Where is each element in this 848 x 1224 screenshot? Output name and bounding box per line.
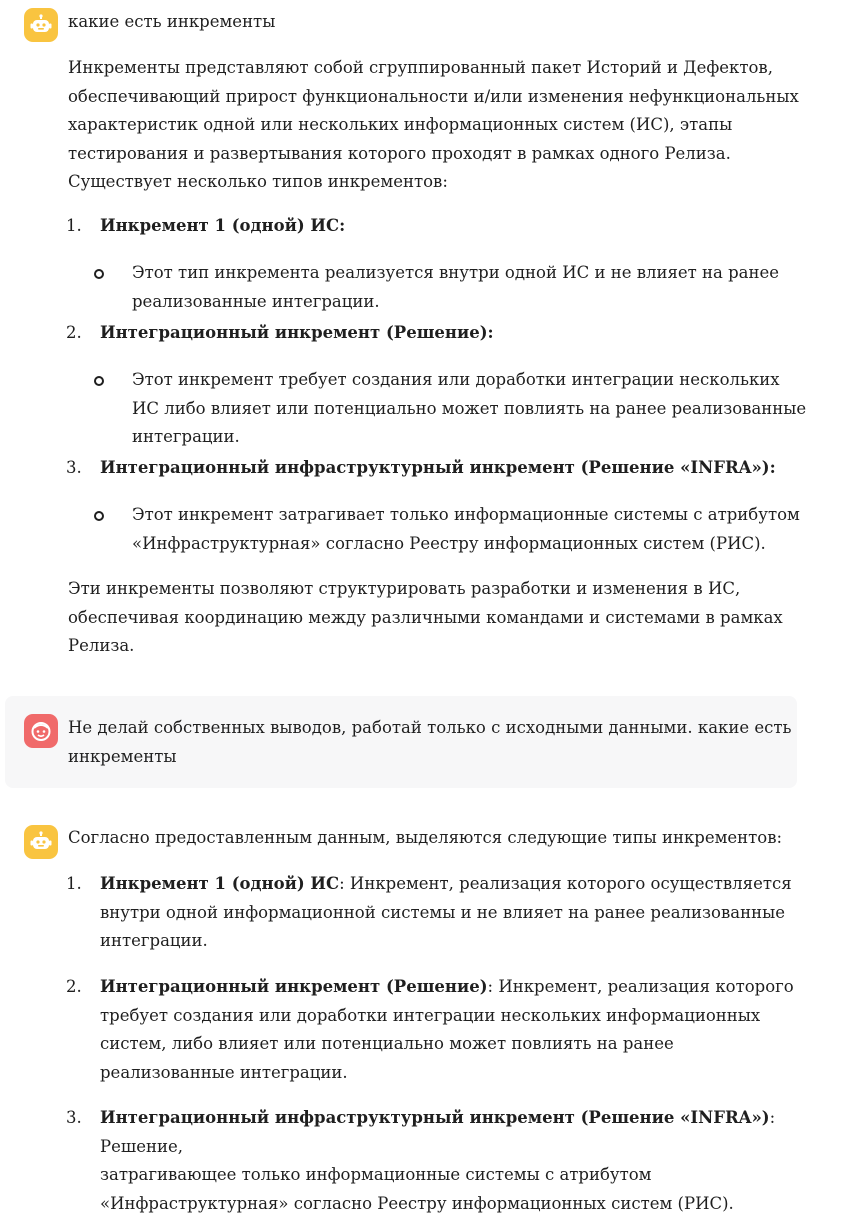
answer-outro: Эти инкременты позволяют структурировать разработки и изменения в ИС, обеспечивая координацию между различными командами и системами в рамках Релиза. <box>68 579 783 655</box>
robot-icon <box>30 14 52 36</box>
bot-avatar <box>24 8 58 42</box>
user-face-icon <box>30 720 52 742</box>
answer-intro: Инкременты представляют собой сгруппированный пакет Историй и Дефектов, обеспечивающий прирост функциональности и/или изменения нефункциональных характеристик одной или нескольких информационных систем (ИС), этапы тестирования и развертывания которого проходят в рамках одного Релиза. Существует несколько типов инкрементов: <box>68 58 799 191</box>
bot-avatar <box>24 825 58 859</box>
user-avatar <box>24 714 58 748</box>
circle-bullet-icon <box>94 376 104 386</box>
robot-icon <box>30 831 52 853</box>
circle-bullet-icon <box>94 269 104 279</box>
circle-bullet-icon <box>94 511 104 521</box>
message-text: какие есть инкременты <box>68 12 276 31</box>
